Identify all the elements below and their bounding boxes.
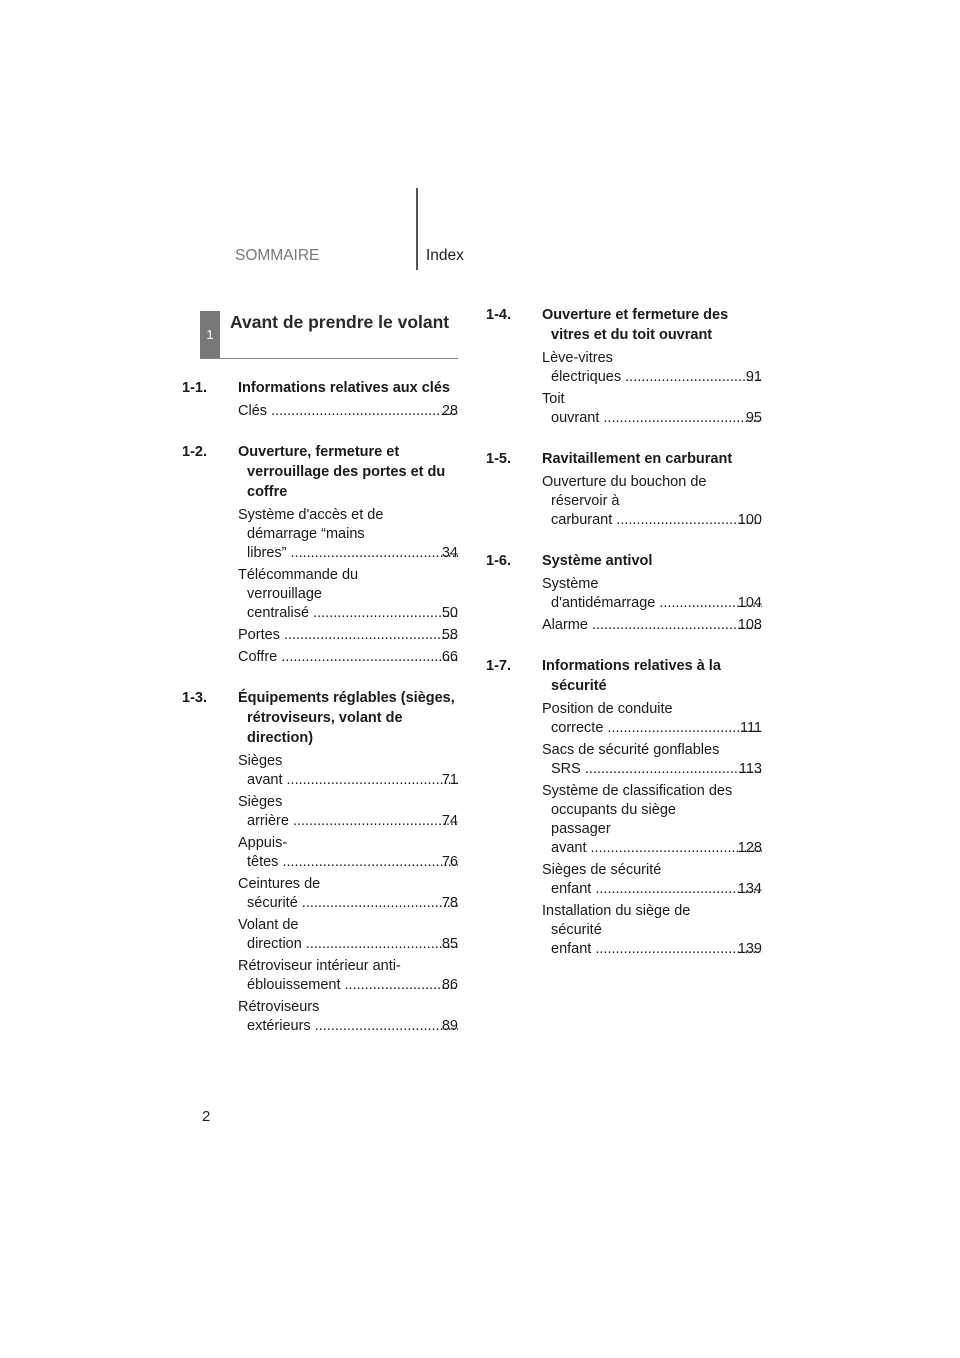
toc-entry[interactable]	[238, 957, 458, 995]
toc-column-right	[486, 305, 762, 980]
entry-page-number: 86	[441, 977, 458, 993]
entry-page-number: 91	[745, 369, 762, 385]
toc-entry[interactable]	[542, 902, 762, 959]
entry-label: Système d'accès et de démarrage “mains libres” .....	[238, 506, 437, 563]
section-heading[interactable]	[486, 656, 762, 696]
section-number: 1-3.	[182, 690, 207, 706]
entry-label: Position de conduite correcte .....	[542, 700, 735, 738]
entry-page-number: 128	[737, 840, 762, 856]
section-title: Informations relatives aux clés	[238, 380, 450, 396]
entry-label: Sièges de sécurité enfant .....	[542, 861, 733, 899]
entry-label: Clés .....	[238, 402, 437, 421]
toc-entry[interactable]	[542, 473, 762, 530]
entry-page-number: 76	[441, 854, 458, 870]
toc-section	[182, 442, 458, 667]
toc-section	[182, 378, 458, 421]
entry-page-number: 66	[441, 649, 458, 665]
entry-label: Système de classification des occupants du siège passager avant .....	[542, 782, 733, 858]
entry-label: Rétroviseurs extérieurs .....	[238, 998, 437, 1036]
entry-label: Ceintures de sécurité .....	[238, 875, 437, 913]
section-title: Informations relatives à la sécurité	[542, 658, 721, 694]
entry-page-number: 100	[737, 512, 762, 528]
toc-entry[interactable]	[238, 916, 458, 954]
section-number: 1-5.	[486, 451, 511, 467]
chapter-title: Avant de prendre le volant	[230, 312, 450, 332]
toc-entry[interactable]	[238, 752, 458, 790]
section-title: Ravitaillement en carburant	[542, 451, 733, 467]
toc-entry[interactable]	[238, 626, 458, 645]
toc-entry[interactable]	[238, 998, 458, 1036]
section-number: 1-6.	[486, 553, 511, 569]
section-heading[interactable]	[182, 378, 458, 398]
toc-entry[interactable]	[542, 782, 762, 858]
entry-label: Rétroviseur intérieur anti-éblouissement .....	[238, 957, 437, 995]
entry-page-number: 134	[737, 881, 762, 897]
section-number: 1-7.	[486, 658, 511, 674]
toc-entry[interactable]	[542, 575, 762, 613]
entry-page-number: 50	[441, 605, 458, 621]
entry-label: Toit ouvrant .....	[542, 390, 741, 428]
section-heading[interactable]	[486, 305, 762, 345]
entry-label: Ouverture du bouchon de réservoir à carburant .....	[542, 473, 733, 530]
section-number: 1-1.	[182, 380, 207, 396]
section-heading[interactable]	[486, 551, 762, 571]
section-heading[interactable]	[182, 688, 458, 748]
entry-label: Portes .....	[238, 626, 437, 645]
entry-page-number: 104	[737, 595, 762, 611]
entry-label: Système d'antidémarrage .....	[542, 575, 733, 613]
toc-section	[486, 551, 762, 635]
entry-page-number: 108	[737, 617, 762, 633]
section-number: 1-4.	[486, 307, 511, 323]
entry-page-number: 139	[737, 941, 762, 957]
entry-page-number: 71	[441, 772, 458, 788]
entry-label: Lève-vitres électriques .....	[542, 349, 741, 387]
section-title: Équipements réglables (sièges, rétroviseurs, volant de direction)	[238, 690, 455, 746]
sommaire-link[interactable]: SOMMAIRE	[235, 247, 320, 264]
entry-page-number: 85	[441, 936, 458, 952]
section-title: Ouverture, fermeture et verrouillage des portes et du coffre	[238, 444, 446, 500]
entry-label: Volant de direction .....	[238, 916, 437, 954]
chapter-tab-number: 1	[200, 311, 220, 358]
entry-page-number: 28	[441, 403, 458, 419]
section-title: Ouverture et fermeture des vitres et du toit ouvrant	[542, 307, 729, 343]
entry-page-number: 74	[441, 813, 458, 829]
section-number: 1-2.	[182, 444, 207, 460]
entry-page-number: 34	[441, 545, 458, 561]
entry-label: Sièges arrière .....	[238, 793, 437, 831]
chapter-header	[200, 311, 458, 359]
toc-entry[interactable]	[542, 390, 762, 428]
entry-page-number: 78	[441, 895, 458, 911]
section-heading[interactable]	[486, 449, 762, 469]
entry-label: Sacs de sécurité gonflables SRS .....	[542, 741, 734, 779]
toc-entry[interactable]	[542, 861, 762, 899]
toc-section	[182, 688, 458, 1036]
toc-entry[interactable]	[238, 648, 458, 667]
entry-label: Sièges avant .....	[238, 752, 437, 790]
toc-entry[interactable]	[542, 616, 762, 635]
entry-label: Alarme .....	[542, 616, 733, 635]
toc-entry[interactable]	[238, 566, 458, 623]
toc-entry[interactable]	[542, 741, 762, 779]
entry-page-number: 111	[739, 720, 762, 736]
entry-page-number: 58	[441, 627, 458, 643]
toc-entry[interactable]	[238, 875, 458, 913]
toc-entry[interactable]	[238, 834, 458, 872]
toc-column-left	[182, 378, 458, 1057]
toc-entry[interactable]	[542, 349, 762, 387]
entry-page-number: 95	[745, 410, 762, 426]
entry-label: Appuis-têtes .....	[238, 834, 437, 872]
section-heading[interactable]	[182, 442, 458, 502]
entry-label: Coffre .....	[238, 648, 437, 667]
toc-section	[486, 449, 762, 530]
toc-section	[486, 305, 762, 428]
nav-divider	[416, 188, 418, 270]
section-title: Système antivol	[542, 553, 653, 569]
page-number: 2	[202, 1108, 211, 1125]
entry-page-number: 113	[738, 761, 762, 777]
index-link[interactable]: Index	[426, 247, 464, 264]
toc-entry[interactable]	[542, 700, 762, 738]
toc-entry[interactable]	[238, 402, 458, 421]
toc-entry[interactable]	[238, 793, 458, 831]
entry-label: Télécommande du verrouillage centralisé .....	[238, 566, 437, 623]
toc-section	[486, 656, 762, 959]
entry-label: Installation du siège de sécurité enfant .....	[542, 902, 733, 959]
entry-page-number: 89	[441, 1018, 458, 1034]
toc-entry[interactable]	[238, 506, 458, 563]
